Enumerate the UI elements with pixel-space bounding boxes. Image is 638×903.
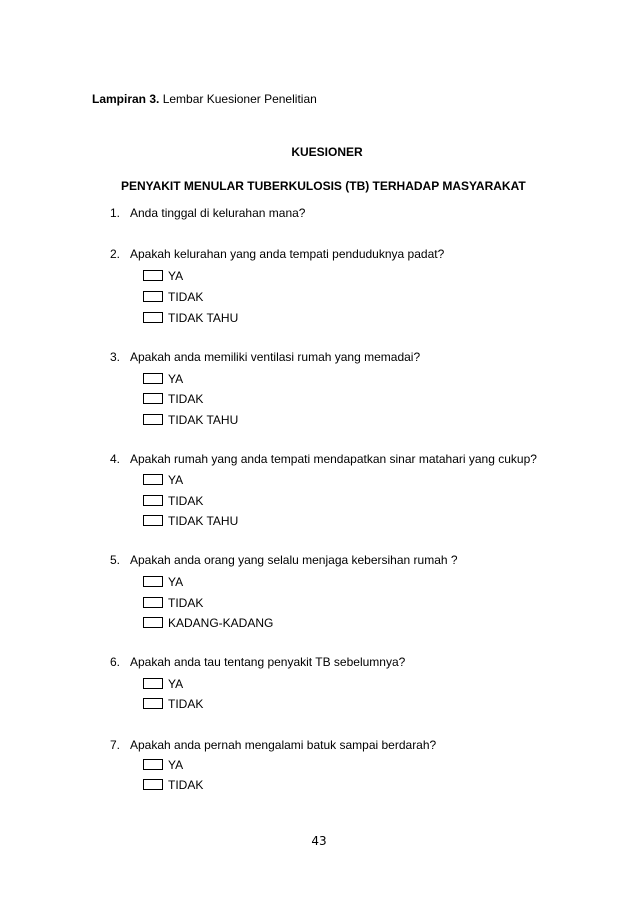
question-number: 2.: [110, 247, 121, 261]
checkbox[interactable]: [143, 312, 163, 323]
question-number: 5.: [110, 553, 121, 567]
answer-option-label: TIDAK: [168, 697, 204, 711]
checkbox[interactable]: [143, 698, 163, 709]
checkbox[interactable]: [143, 779, 163, 790]
question-text: Apakah anda tau tentang penyakit TB sebelumnya?: [130, 655, 406, 669]
checkbox[interactable]: [143, 270, 163, 281]
question-number: 3.: [110, 350, 121, 364]
question-number: 4.: [110, 452, 121, 466]
answer-option-label: TIDAK TAHU: [168, 413, 239, 427]
question-number: 1.: [110, 206, 121, 220]
answer-option-label: YA: [168, 677, 184, 691]
question-text: Apakah anda memiliki ventilasi rumah yang memadai?: [130, 350, 421, 364]
checkbox[interactable]: [143, 678, 163, 689]
caption-label: Lampiran 3.: [92, 92, 160, 106]
checkbox[interactable]: [143, 597, 163, 608]
answer-option-label: YA: [168, 575, 184, 589]
document-title: [0, 145, 638, 159]
answer-option-label: YA: [168, 372, 184, 386]
question-number: 6.: [110, 655, 121, 669]
answer-option-label: TIDAK TAHU: [168, 311, 239, 325]
document-subtitle: PENYAKIT MENULAR TUBERKULOSIS (TB) TERHADAP MASYARAKAT: [121, 179, 526, 193]
checkbox[interactable]: [143, 495, 163, 506]
checkbox[interactable]: [143, 576, 163, 587]
caption-text: Lembar Kuesioner Penelitian: [159, 92, 317, 106]
question-text: Apakah kelurahan yang anda tempati penduduknya padat?: [130, 247, 445, 261]
checkbox[interactable]: [143, 373, 163, 384]
checkbox[interactable]: [143, 617, 163, 628]
answer-option-label: TIDAK: [168, 494, 204, 508]
checkbox[interactable]: [143, 474, 163, 485]
question-text: Apakah anda orang yang selalu menjaga kebersihan rumah ?: [130, 553, 458, 567]
checkbox[interactable]: [143, 393, 163, 404]
answer-option-label: TIDAK: [168, 290, 204, 304]
document-title-text: KUESIONER: [291, 145, 363, 159]
caption: [92, 92, 317, 106]
answer-option-label: TIDAK: [168, 778, 204, 792]
question-text: Apakah rumah yang anda tempati mendapatkan sinar matahari yang cukup?: [130, 452, 537, 466]
checkbox[interactable]: [143, 515, 163, 526]
question-text: Anda tinggal di kelurahan mana?: [130, 206, 306, 220]
checkbox[interactable]: [143, 414, 163, 425]
answer-option-label: KADANG-KADANG: [168, 616, 274, 630]
question-text: Apakah anda pernah mengalami batuk sampai berdarah?: [130, 738, 437, 752]
page-number: 43: [311, 834, 327, 848]
answer-option-label: YA: [168, 473, 184, 487]
answer-option-label: TIDAK TAHU: [168, 514, 239, 528]
checkbox[interactable]: [143, 759, 163, 770]
answer-option-label: YA: [168, 269, 184, 283]
answer-option-label: TIDAK: [168, 392, 204, 406]
checkbox[interactable]: [143, 291, 163, 302]
answer-option-label: YA: [168, 758, 184, 772]
answer-option-label: TIDAK: [168, 596, 204, 610]
question-number: 7.: [110, 738, 121, 752]
